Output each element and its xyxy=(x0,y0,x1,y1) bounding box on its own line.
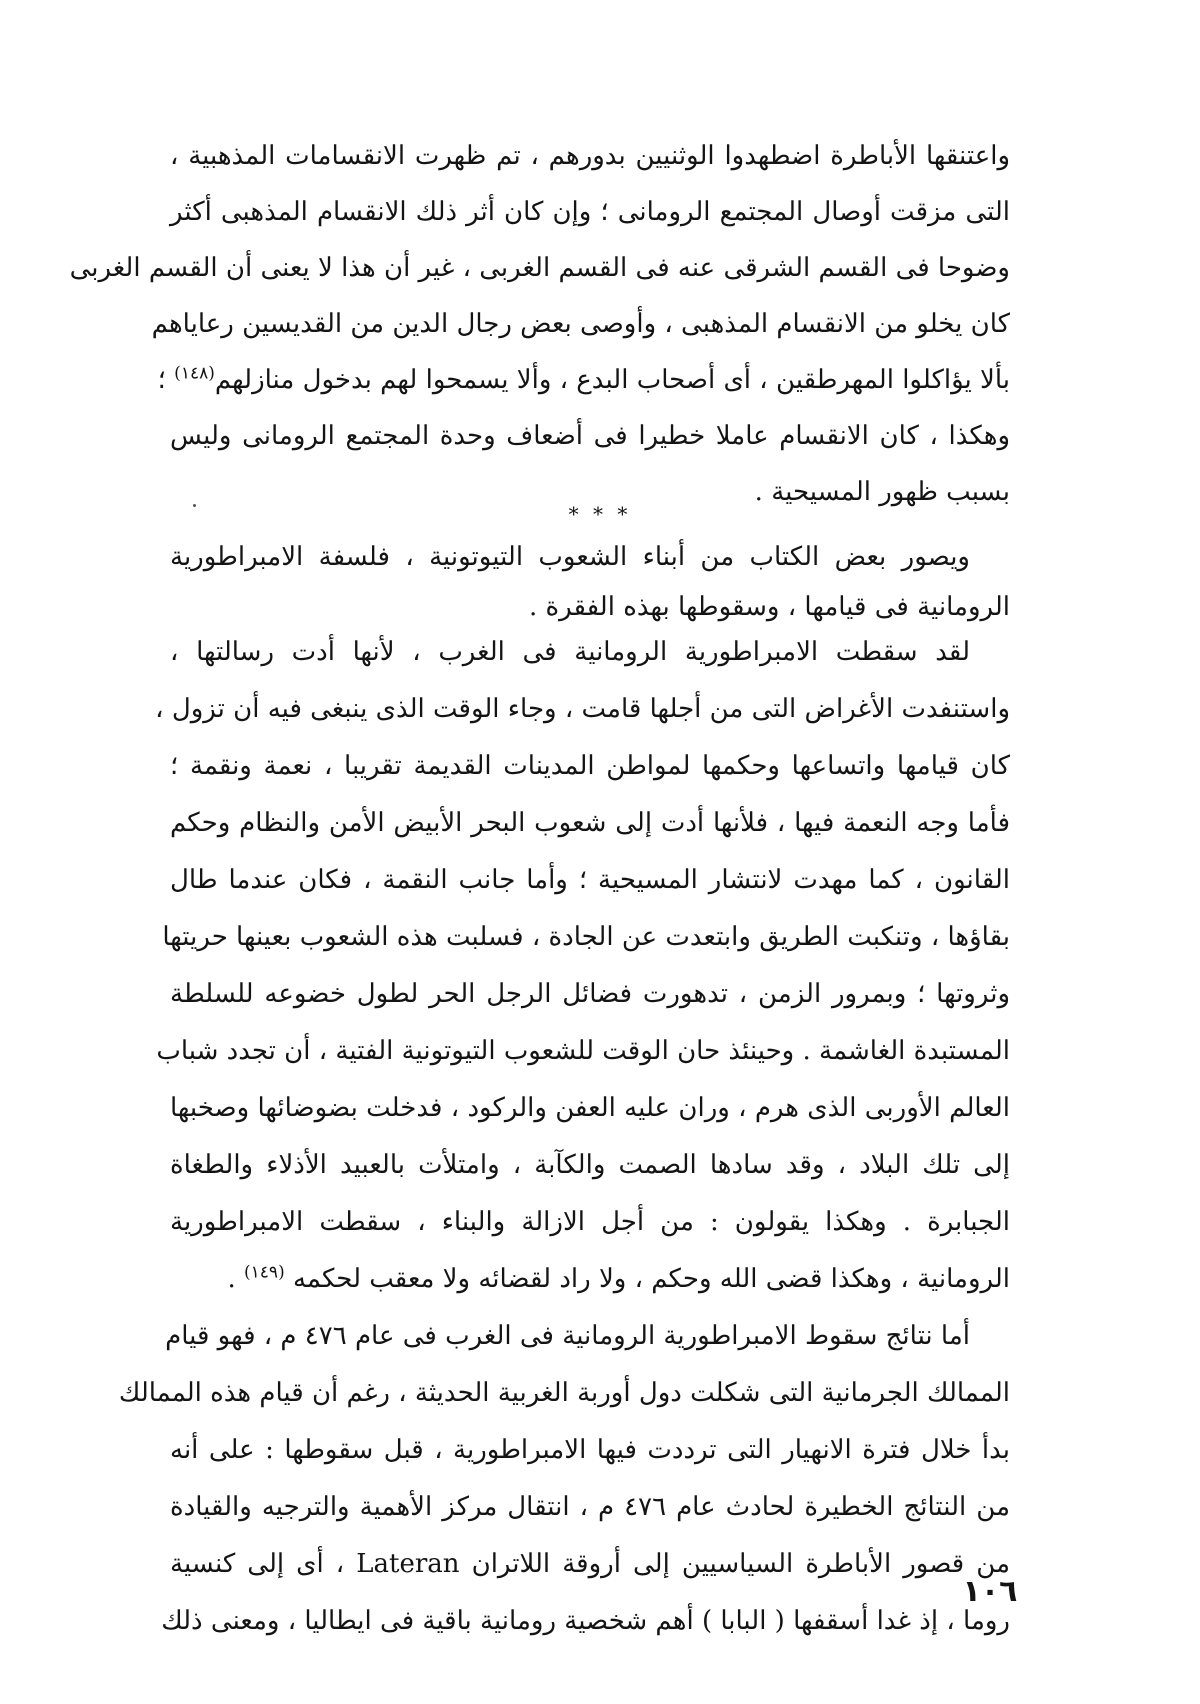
text-line: أما نتائج سقوط الامبراطورية الرومانية فى الغرب فى عام ٤٧٦ م ، فهو قيام xyxy=(165,1321,970,1351)
text-line: من النتائج الخطيرة لحادث عام ٤٧٦ م ، انتقال مركز الأهمية والترجيه والقيادة xyxy=(170,1492,1010,1522)
paragraph-religious-divisions xyxy=(69,128,1010,520)
text-line: من قصور الأباطرة السياسيين إلى أروقة اللاتران Lateran ، أى إلى كنسية xyxy=(170,1549,1010,1579)
text-line: المستبدة الغاشمة . وحينئذ حان الوقت للشعوب التيوتونية الفتية ، أن تجدد شباب xyxy=(156,1036,1010,1066)
line-punct: ؛ xyxy=(157,365,166,395)
text-line: وثروتها ؛ وبمرور الزمن ، تدهورت فضائل الرجل الحر لطول خضوعه للسلطة xyxy=(170,979,1010,1009)
section-divider: * * * xyxy=(568,502,632,526)
text-line: العالم الأوربى الذى هرم ، وران عليه العفن والركود ، فدخلت بضوضائها وصخبها xyxy=(170,1093,1010,1123)
text-line-with-footnote xyxy=(157,352,1010,408)
text-line: القانون ، كما مهدت لانتشار المسيحية ؛ وأما جانب النقمة ، فكان عندما طال xyxy=(170,865,1010,895)
text-line: الرومانية فى قيامها ، وسقوطها بهذه الفقرة . xyxy=(529,592,1010,622)
text-line: بدأ خلال فترة الانهيار التى ترددت فيها الامبراطورية ، قبل سقوطها : على أنه xyxy=(170,1435,1010,1465)
text-line: كان قيامها واتساعها وحكمها لمواطن المدينات القديمة تقريبا ، نعمة ونقمة ؛ xyxy=(170,751,1010,781)
text-line-with-footnote xyxy=(170,1251,1010,1308)
page-number: ١٠٦ xyxy=(962,1574,1018,1609)
paragraph-introduction xyxy=(170,532,1010,632)
line-text: الرومانية ، وهكذا قضى الله وحكم ، ولا راد لقضائه ولا معقب لحكمه xyxy=(292,1264,1010,1294)
footnote-ref-149: (١٤٩) xyxy=(244,1262,285,1283)
text-line: الممالك الجرمانية التى شكلت دول أوربة الغربية الحديثة ، رغم أن قيام هذه الممالك xyxy=(118,1378,1010,1408)
line-text: بألا يؤاكلوا المهرطقين ، أى أصحاب البدع ، وألا يسمحوا لهم بدخول منازلهم xyxy=(214,365,1010,395)
text-line: بسبب ظهور المسيحية . xyxy=(754,477,1010,507)
text-line: روما ، إذ غدا أسقفها ( البابا ) أهم شخصية رومانية باقية فى ايطاليا ، ومعنى ذلك xyxy=(161,1606,1010,1636)
text-line: وهكذا ، كان الانقسام عاملا خطيرا فى أضعاف وحدة المجتمع الرومانى وليس xyxy=(170,421,1010,451)
text-line: التى مزقت أوصال المجتمع الرومانى ؛ وإن كان أثر ذلك الانقسام المذهبى أكثر xyxy=(170,197,1010,227)
text-line: واستنفدت الأغراض التى من أجلها قامت ، وجاء الوقت الذى ينبغى فيه أن تزول ، xyxy=(155,694,1010,724)
text-line: وضوحا فى القسم الشرقى عنه فى القسم الغربى ، غير أن هذا لا يعنى أن القسم الغربى xyxy=(69,253,1010,283)
text-line: فأما وجه النعمة فيها ، فلأنها أدت إلى شعوب البحر الأبيض الأمن والنظام وحكم xyxy=(170,808,1010,838)
text-line: لقد سقطت الامبراطورية الرومانية فى الغرب ، لأنها أدت رسالتها ، xyxy=(170,637,970,667)
text-line: بقاؤها ، وتنكبت الطريق وابتعدت عن الجادة ، فسلبت هذه الشعوب بعينها حريتها xyxy=(162,922,1010,952)
paragraph-quotation-and-results xyxy=(118,624,1010,1650)
text-line: ويصور بعض الكتاب من أبناء الشعوب التيوتونية ، فلسفة الامبراطورية xyxy=(170,542,970,572)
footnote-ref-148: (١٤٨) xyxy=(174,363,215,384)
text-line: الجبابرة . وهكذا يقولون : من أجل الازالة والبناء ، سقطت الامبراطورية xyxy=(170,1207,1010,1237)
scan-speck xyxy=(193,504,196,507)
text-line: واعتنقها الأباطرة اضطهدوا الوثنيين بدورهم ، تم ظهرت الانقسامات المذهبية ، xyxy=(170,141,1010,171)
line-punct: . xyxy=(227,1264,236,1294)
text-line: كان يخلو من الانقسام المذهبى ، وأوصى بعض رجال الدين من القديسين رعاياهم xyxy=(151,309,1010,339)
text-line: إلى تلك البلاد ، وقد سادها الصمت والكآبة ، وامتلأت بالعبيد الأذلاء والطغاة xyxy=(170,1150,1010,1180)
